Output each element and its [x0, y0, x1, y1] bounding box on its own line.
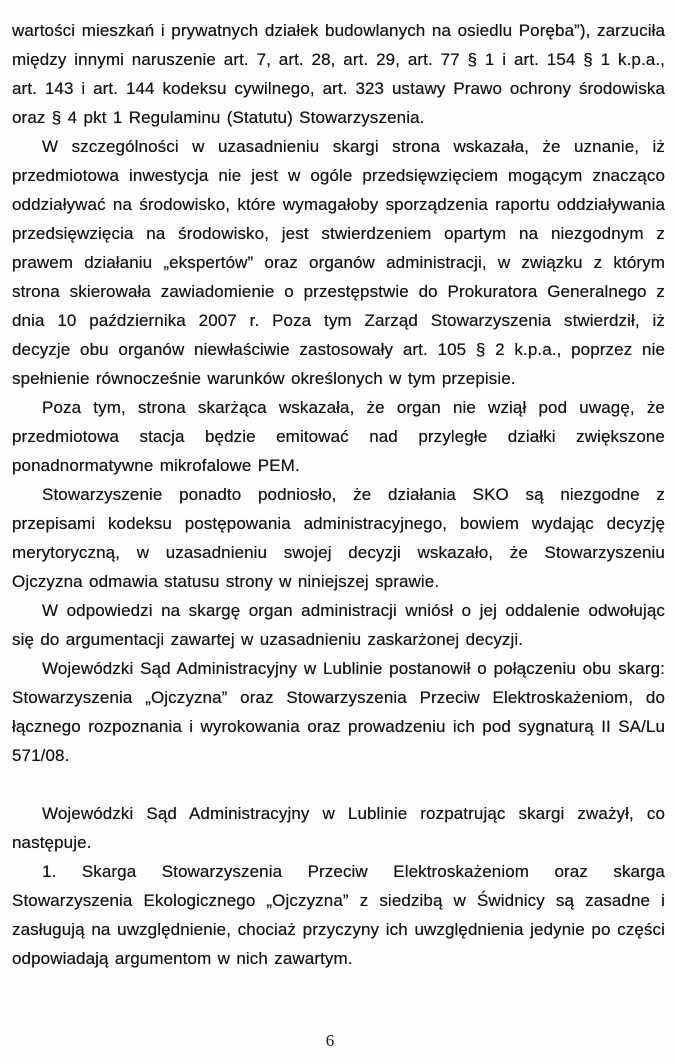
paragraph-complaint-justification: W szczególności w uzasadnieniu skargi strona wskazała, że uznanie, iż przedmiotowa inwestycja nie jest w ogóle przedsięwzięciem mogącym znacząco oddziaływać na środowisko, które wymagałoby sporządzenia raportu oddziaływania przedsięwzięcia na środowisko, jest stwierdzeniem opartym na niezgodnym z prawem działaniu „ekspertów” oraz organów administracji, w związku z którym strona skierowała zawiadomienie o przestępstwie do Prokuratora Generalnego z dnia 10 października 2007 r. Poza tym Zarząd Stowarzyszenia stwierdził, iż decyzje obu organów niewłaściwie zastosowały art. 105 § 2 k.p.a., poprzez nie spełnienie równocześnie warunków określonych w tym przepisie.	[12, 137, 665, 388]
page-number: 6	[325, 1031, 335, 1050]
paragraph-continuation-allegations: wartości mieszkań i prywatnych działek budowlanych na osiedlu Poręba”), zarzuciła między innymi naruszenie art. 7, art. 28, art. 29, art. 77 § 1 i art. 154 § 1 k.p.a., art. 143 i art. 144 kodeksu cywilnego, art. 323 ustawy Prawo ochrony środowiska oraz § 4 pkt 1 Regulaminu (Statutu) Stowarzyszenia.	[12, 21, 665, 127]
paragraph-court-joinder-decision: Wojewódzki Sąd Administracyjny w Lublinie postanowił o połączeniu obu skarg: Stowarzyszenia „Ojczyzna” oraz Stowarzyszenia Przeciw Elektroskażeniom, do łącznego rozpoznania i wyrokowania oraz prowadzeniu ich pod sygnaturą II SA/Lu 571/08.	[12, 659, 665, 765]
paragraph-point-1-complaints-justified: 1. Skarga Stowarzyszenia Przeciw Elektroskażeniom oraz skarga Stowarzyszenia Ekologicznego „Ojczyzna” z siedzibą w Świdnicy są zasadne i zasługują na uwzględnienie, chociaż przyczyny ich uwzględnienia jedynie po części odpowiadają argumentom w nich zawartym.	[12, 862, 665, 968]
paragraph-court-considered: Wojewódzki Sąd Administracyjny w Lublinie rozpatrując skargi zważył, co następuje.	[12, 804, 665, 852]
paragraph-association-sko-objection: Stowarzyszenie ponadto podniosło, że działania SKO są niezgodne z przepisami kodeksu postępowania administracyjnego, bowiem wydając decyzję merytoryczną, w uzasadnieniu swojej decyzji wskazało, że Stowarzyszeniu Ojczyzna odmawia statusu strony w niniejszej sprawie.	[12, 485, 665, 591]
paragraph-authority-response: W odpowiedzi na skargę organ administracji wniósł o jej oddalenie odwołując się do argumentacji zawartej w uzasadnieniu zaskarżonej decyzji.	[12, 601, 665, 649]
paragraph-station-emissions: Poza tym, strona skarżąca wskazała, że organ nie wziął pod uwagę, że przedmiotowa stacja będzie emitować nad przyległe działki zwiększone ponadnormatywne mikrofalowe PEM.	[12, 398, 665, 475]
